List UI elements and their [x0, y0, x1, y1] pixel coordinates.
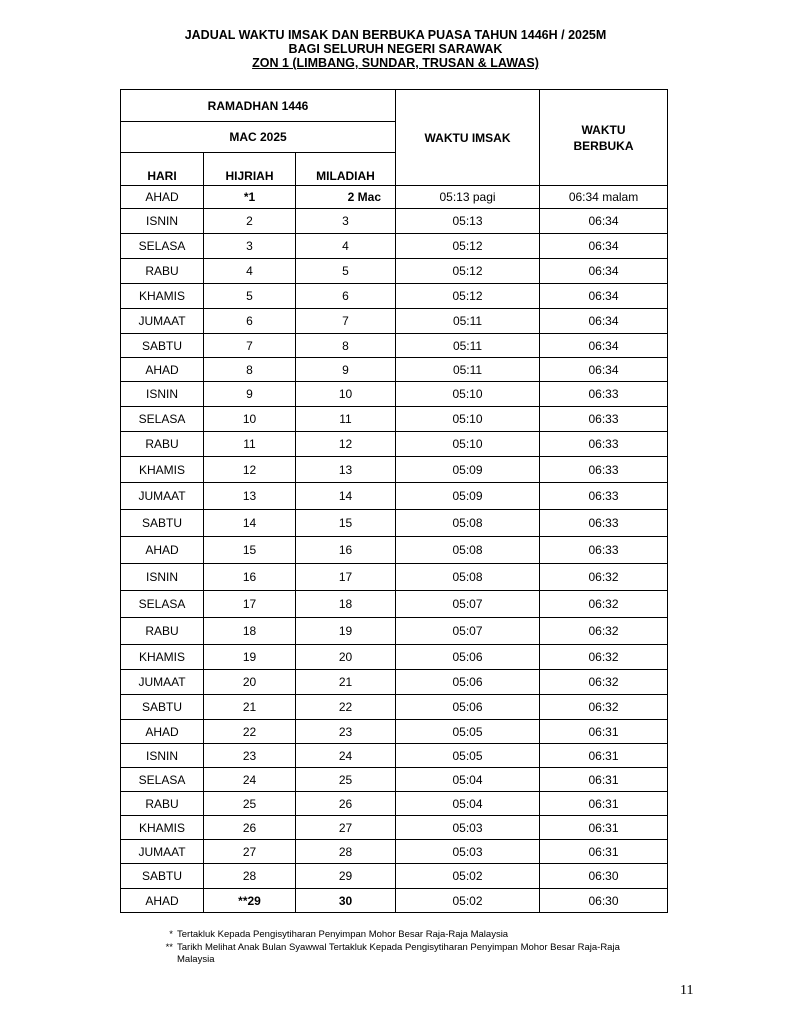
miladiah-header: MILADIAH [296, 153, 396, 186]
hijriah-cell: 2 [204, 209, 296, 234]
imsak-cell: 05:05 [396, 744, 540, 768]
table-row [121, 358, 668, 382]
imsak-cell: 05:12 [396, 284, 540, 309]
table-row [121, 334, 668, 358]
table-row [121, 407, 668, 432]
hari-cell: KHAMIS [121, 645, 204, 670]
imsak-cell: 05:09 [396, 483, 540, 510]
imsak-cell: 05:08 [396, 510, 540, 537]
table-row [121, 618, 668, 645]
berbuka-cell: 06:34 [540, 309, 668, 334]
miladiah-cell: 19 [296, 618, 396, 645]
hari-cell: JUMAAT [121, 309, 204, 334]
hijriah-cell: 27 [204, 840, 296, 864]
miladiah-cell: 24 [296, 744, 396, 768]
footnote-1-text: Tertakluk Kepada Pengisytiharan Penyimpan Mohor Besar Raja-Raja Malaysia [177, 929, 509, 940]
hijriah-cell: **29 [204, 889, 296, 913]
berbuka-cell: 06:32 [540, 564, 668, 591]
miladiah-cell: 20 [296, 645, 396, 670]
imsak-cell: 05:11 [396, 309, 540, 334]
miladiah-cell: 6 [296, 284, 396, 309]
berbuka-header-line-1: WAKTU [581, 122, 626, 137]
miladiah-cell: 3 [296, 209, 396, 234]
imsak-header: WAKTU IMSAK [396, 90, 540, 186]
hijriah-cell: 13 [204, 483, 296, 510]
imsak-cell: 05:02 [396, 889, 540, 913]
footnote-2 [155, 942, 625, 967]
hari-cell: SABTU [121, 334, 204, 358]
miladiah-cell: 28 [296, 840, 396, 864]
hari-cell: AHAD [121, 186, 204, 209]
imsak-cell: 05:06 [396, 670, 540, 695]
table-row [121, 186, 668, 209]
footnote-1-mark: * [169, 929, 173, 940]
miladiah-cell: 8 [296, 334, 396, 358]
hari-cell: AHAD [121, 358, 204, 382]
hijriah-cell: 24 [204, 768, 296, 792]
imsak-cell: 05:04 [396, 768, 540, 792]
miladiah-cell: 5 [296, 259, 396, 284]
hari-cell: RABU [121, 432, 204, 457]
berbuka-cell: 06:31 [540, 816, 668, 840]
miladiah-cell: 14 [296, 483, 396, 510]
miladiah-cell: 17 [296, 564, 396, 591]
berbuka-cell: 06:33 [540, 432, 668, 457]
miladiah-cell: 21 [296, 670, 396, 695]
miladiah-cell: 12 [296, 432, 396, 457]
table-row [121, 816, 668, 840]
berbuka-cell: 06:32 [540, 695, 668, 720]
footnote-2-mark: ** [165, 941, 173, 953]
hari-cell: AHAD [121, 537, 204, 564]
imsak-cell: 05:10 [396, 407, 540, 432]
berbuka-cell: 06:33 [540, 457, 668, 483]
imsak-cell: 05:07 [396, 618, 540, 645]
berbuka-cell: 06:33 [540, 483, 668, 510]
berbuka-cell: 06:34 [540, 334, 668, 358]
hijriah-cell: 18 [204, 618, 296, 645]
table-row [121, 309, 668, 334]
miladiah-cell: 18 [296, 591, 396, 618]
hijriah-cell: 16 [204, 564, 296, 591]
imsak-cell: 05:12 [396, 234, 540, 259]
hijriah-cell: 23 [204, 744, 296, 768]
hijriah-cell: 20 [204, 670, 296, 695]
miladiah-cell: 13 [296, 457, 396, 483]
title-line-2: BAGI SELURUH NEGERI SARAWAK [288, 42, 503, 56]
table-row [121, 645, 668, 670]
miladiah-cell: 22 [296, 695, 396, 720]
hijriah-header: HIJRIAH [204, 153, 296, 186]
table-row [121, 259, 668, 284]
table-row [121, 284, 668, 309]
berbuka-cell: 06:34 malam [540, 186, 668, 209]
berbuka-cell: 06:34 [540, 209, 668, 234]
table-row [121, 209, 668, 234]
imsak-cell: 05:07 [396, 591, 540, 618]
hari-cell: KHAMIS [121, 457, 204, 483]
hari-cell: AHAD [121, 889, 204, 913]
berbuka-cell: 06:31 [540, 744, 668, 768]
berbuka-cell: 06:32 [540, 645, 668, 670]
table-row [121, 564, 668, 591]
imsak-cell: 05:02 [396, 864, 540, 889]
hari-cell: SELASA [121, 234, 204, 259]
page-number: 11 [680, 983, 694, 998]
hari-cell: ISNIN [121, 382, 204, 407]
hijriah-cell: 14 [204, 510, 296, 537]
miladiah-cell: 23 [296, 720, 396, 744]
hari-cell: JUMAAT [121, 483, 204, 510]
hijriah-cell: 8 [204, 358, 296, 382]
table-row [121, 591, 668, 618]
hari-cell: JUMAAT [121, 840, 204, 864]
schedule-table [120, 89, 668, 913]
hari-cell: ISNIN [121, 209, 204, 234]
footnote-1 [155, 929, 625, 942]
miladiah-cell: 30 [296, 889, 396, 913]
hijriah-cell: 28 [204, 864, 296, 889]
document-header [0, 28, 791, 70]
berbuka-cell: 06:32 [540, 618, 668, 645]
imsak-cell: 05:13 [396, 209, 540, 234]
hijriah-cell: *1 [204, 186, 296, 209]
imsak-cell: 05:11 [396, 358, 540, 382]
imsak-cell: 05:09 [396, 457, 540, 483]
hijriah-cell: 11 [204, 432, 296, 457]
berbuka-cell: 06:34 [540, 358, 668, 382]
table-row [121, 792, 668, 816]
table-row [121, 840, 668, 864]
table-row [121, 864, 668, 889]
hari-cell: KHAMIS [121, 284, 204, 309]
imsak-cell: 05:13 pagi [396, 186, 540, 209]
hari-cell: KHAMIS [121, 816, 204, 840]
miladiah-cell: 7 [296, 309, 396, 334]
hijriah-cell: 9 [204, 382, 296, 407]
hijriah-cell: 5 [204, 284, 296, 309]
imsak-cell: 05:08 [396, 537, 540, 564]
imsak-cell: 05:03 [396, 840, 540, 864]
hari-cell: JUMAAT [121, 670, 204, 695]
hijriah-cell: 4 [204, 259, 296, 284]
berbuka-cell: 06:30 [540, 889, 668, 913]
footnotes [155, 929, 625, 967]
imsak-cell: 05:10 [396, 432, 540, 457]
hijriah-cell: 25 [204, 792, 296, 816]
schedule-rows [121, 186, 668, 913]
hari-cell: SELASA [121, 407, 204, 432]
hari-header: HARI [121, 153, 204, 186]
table-row [121, 382, 668, 407]
hijriah-cell: 12 [204, 457, 296, 483]
ramadhan-header: RAMADHAN 1446 [121, 90, 396, 122]
table-row [121, 889, 668, 913]
hari-cell: ISNIN [121, 744, 204, 768]
hari-cell: SELASA [121, 768, 204, 792]
hari-cell: ISNIN [121, 564, 204, 591]
berbuka-cell: 06:31 [540, 720, 668, 744]
hijriah-cell: 6 [204, 309, 296, 334]
hijriah-cell: 22 [204, 720, 296, 744]
table-row [121, 510, 668, 537]
imsak-cell: 05:10 [396, 382, 540, 407]
berbuka-cell: 06:32 [540, 591, 668, 618]
table-row [121, 744, 668, 768]
table-row [121, 457, 668, 483]
table-row [121, 695, 668, 720]
hari-cell: RABU [121, 259, 204, 284]
miladiah-cell: 26 [296, 792, 396, 816]
berbuka-header [540, 90, 668, 186]
hari-cell: SABTU [121, 864, 204, 889]
berbuka-cell: 06:33 [540, 537, 668, 564]
hijriah-cell: 15 [204, 537, 296, 564]
berbuka-cell: 06:30 [540, 864, 668, 889]
berbuka-cell: 06:34 [540, 234, 668, 259]
hari-cell: SELASA [121, 591, 204, 618]
imsak-cell: 05:08 [396, 564, 540, 591]
hijriah-cell: 10 [204, 407, 296, 432]
hijriah-cell: 3 [204, 234, 296, 259]
hari-cell: SABTU [121, 695, 204, 720]
miladiah-cell: 29 [296, 864, 396, 889]
table-row [121, 670, 668, 695]
miladiah-cell: 27 [296, 816, 396, 840]
imsak-cell: 05:12 [396, 259, 540, 284]
table-row [121, 234, 668, 259]
hijriah-cell: 26 [204, 816, 296, 840]
miladiah-cell: 16 [296, 537, 396, 564]
berbuka-cell: 06:34 [540, 259, 668, 284]
hari-cell: RABU [121, 618, 204, 645]
hari-cell: AHAD [121, 720, 204, 744]
miladiah-cell: 10 [296, 382, 396, 407]
hijriah-cell: 19 [204, 645, 296, 670]
imsak-cell: 05:05 [396, 720, 540, 744]
hari-cell: SABTU [121, 510, 204, 537]
berbuka-cell: 06:33 [540, 407, 668, 432]
berbuka-cell: 06:33 [540, 382, 668, 407]
hijriah-cell: 7 [204, 334, 296, 358]
title-line-1: JADUAL WAKTU IMSAK DAN BERBUKA PUASA TAHUN 1446H / 2025M [184, 28, 607, 42]
berbuka-cell: 06:31 [540, 840, 668, 864]
table-row [121, 537, 668, 564]
hijriah-cell: 21 [204, 695, 296, 720]
miladiah-cell: 15 [296, 510, 396, 537]
berbuka-cell: 06:33 [540, 510, 668, 537]
table-row [121, 768, 668, 792]
table-row [121, 483, 668, 510]
table-row [121, 720, 668, 744]
miladiah-cell: 25 [296, 768, 396, 792]
berbuka-cell: 06:34 [540, 284, 668, 309]
month-header: MAC 2025 [121, 122, 396, 153]
title-line-3-zone: ZON 1 (LIMBANG, SUNDAR, TRUSAN & LAWAS) [252, 56, 539, 70]
imsak-cell: 05:11 [396, 334, 540, 358]
footnote-2-text: Tarikh Melihat Anak Bulan Syawwal Tertakluk Kepada Pengisytiharan Penyimpan Mohor Besar Raja-Raja Malaysia [177, 941, 620, 965]
imsak-cell: 05:04 [396, 792, 540, 816]
berbuka-cell: 06:31 [540, 768, 668, 792]
hijriah-cell: 17 [204, 591, 296, 618]
imsak-cell: 05:03 [396, 816, 540, 840]
hari-cell: RABU [121, 792, 204, 816]
miladiah-cell: 11 [296, 407, 396, 432]
miladiah-cell: 4 [296, 234, 396, 259]
table-row [121, 432, 668, 457]
imsak-cell: 05:06 [396, 645, 540, 670]
miladiah-cell: 9 [296, 358, 396, 382]
imsak-cell: 05:06 [396, 695, 540, 720]
miladiah-cell: 2 Mac [296, 186, 396, 209]
berbuka-cell: 06:32 [540, 670, 668, 695]
berbuka-header-line-2: BERBUKA [573, 138, 634, 153]
berbuka-cell: 06:31 [540, 792, 668, 816]
